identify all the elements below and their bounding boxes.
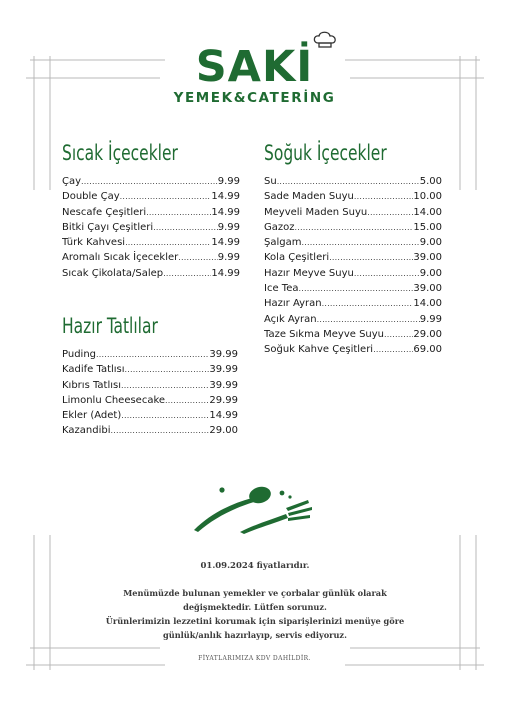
dot-leader — [322, 296, 414, 311]
menu-item — [264, 189, 442, 204]
menu-item — [62, 235, 240, 250]
dot-leader — [178, 250, 217, 265]
menu-item-price: 10.00 — [413, 191, 442, 203]
dot-leader — [298, 281, 413, 296]
vat-footer: FİYATLARIMIZA KDV DAHİLDİR. — [198, 655, 311, 662]
menu-item-name: Çay — [62, 176, 82, 187]
menu-item-price: 14.00 — [413, 206, 442, 218]
menu-item — [62, 393, 238, 408]
dot-leader — [153, 220, 218, 235]
menu-item-price: 14.99 — [211, 237, 240, 249]
menu-item-name: Hazır Meyve Suyu — [264, 267, 354, 279]
menu-item — [62, 174, 240, 189]
menu-item-name: Taze Sıkma Meyve Suyu — [264, 328, 385, 340]
menu-item-name: Ekler (Adet) — [62, 410, 122, 422]
menu-item-name: Bitki Çayı Çeşitleri — [62, 221, 154, 233]
menu-item — [62, 205, 240, 220]
dot-leader — [163, 266, 211, 281]
dot-leader — [354, 189, 413, 204]
menu-item — [62, 423, 238, 438]
info-line: değişmektedir. Lütfen sorunuz. — [183, 602, 327, 612]
dot-leader — [367, 205, 413, 220]
menu-item-name: Türk Kahvesi — [62, 237, 126, 249]
menu-item-name: Soğuk Kahve Çeşitleri — [264, 344, 374, 356]
menu-item-price: 9.99 — [217, 252, 240, 264]
menu-item-name: Kadife Tatlısı — [62, 364, 125, 376]
menu-item — [62, 266, 240, 281]
dot-leader — [165, 393, 209, 408]
menu-item — [264, 327, 442, 342]
brand-header — [0, 44, 509, 106]
dot-leader — [329, 250, 413, 265]
menu-item — [62, 250, 240, 265]
dot-leader — [317, 312, 420, 327]
menu-item — [264, 250, 442, 265]
dot-leader — [373, 342, 413, 357]
menu-item-name: Kazandibi — [62, 425, 111, 437]
menu-item-price: 5.00 — [419, 176, 442, 187]
menu-item — [62, 220, 240, 235]
menu-item — [62, 362, 238, 377]
menu-item-name: Açık Ayran — [264, 313, 317, 325]
dot-leader — [301, 235, 419, 250]
menu-item — [264, 220, 442, 235]
menu-item — [264, 296, 442, 311]
menu-item-price: 9.00 — [419, 237, 442, 249]
dot-leader — [121, 378, 209, 393]
menu-item-name: Aromalı Sıcak İçecekler — [62, 252, 179, 264]
menu-item-price: 39.99 — [209, 364, 238, 376]
menu-item-price: 9.99 — [217, 221, 240, 233]
menu-item — [62, 189, 240, 204]
menu-item-price: 9.99 — [217, 176, 240, 187]
desserts-title: Hazır Tatlılar — [62, 314, 158, 338]
menu-item-price: 39.00 — [413, 252, 442, 264]
spoon-fork-icon — [190, 484, 320, 534]
menu-item-price: 14.00 — [413, 298, 442, 310]
menu-item-price: 14.99 — [209, 410, 238, 422]
menu-item — [264, 235, 442, 250]
menu-item-price: 39.99 — [209, 349, 238, 360]
dot-leader — [120, 189, 212, 204]
menu-item — [264, 174, 442, 189]
menu-item-name: Meyveli Maden Suyu — [264, 206, 368, 218]
info-note — [60, 586, 450, 642]
info-line: Ürünlerimizin lezzetini korumak için siparişlerinizi menüye göre — [105, 616, 405, 626]
menu-item — [264, 342, 442, 357]
menu-item — [62, 408, 238, 423]
menu-item-name: Şalgam — [264, 237, 302, 249]
dot-leader — [295, 220, 414, 235]
menu-item-price: 14.99 — [211, 267, 240, 279]
menu-item-price: 39.00 — [413, 283, 442, 295]
menu-item-name: Su — [264, 176, 277, 187]
menu-item-price: 39.99 — [209, 379, 238, 391]
menu-item-price: 69.00 — [413, 344, 442, 356]
menu-item — [264, 312, 442, 327]
menu-item-name: Hazır Ayran — [264, 298, 322, 310]
hot-drinks-list — [62, 174, 240, 281]
menu-item-name: Puding — [62, 349, 97, 360]
menu-item-name: Sıcak Çikolata/Salep — [62, 267, 164, 279]
menu-item-price: 29.00 — [209, 425, 238, 437]
menu-item-name: Ice Tea — [264, 283, 299, 295]
menu-item-name: Limonlu Cheesecake — [62, 394, 166, 406]
menu-item-price: 14.99 — [211, 206, 240, 218]
dot-leader — [125, 235, 211, 250]
menu-item — [264, 205, 442, 220]
menu-item-name: Double Çay — [62, 191, 120, 203]
info-line: günlük/anlık hazırlayıp, servis ediyoruz. — [163, 630, 347, 640]
menu-item-price: 9.99 — [419, 313, 442, 325]
dot-leader — [110, 423, 209, 438]
dot-leader — [146, 205, 211, 220]
menu-item-name: Gazoz — [264, 221, 295, 233]
menu-item-price: 15.00 — [413, 221, 442, 233]
brand-subtitle: YEMEK&CATERİNG — [173, 90, 336, 106]
menu-item-name: Nescafe Çeşitleri — [62, 206, 147, 218]
brand-name: SAKİ — [195, 42, 314, 92]
menu-item — [62, 378, 238, 393]
menu-item — [264, 281, 442, 296]
menu-item-name: Kıbrıs Tatlısı — [62, 379, 122, 391]
price-date-note: 01.09.2024 fiyatlarıdır. — [200, 561, 310, 571]
cold-drinks-title: Soğuk İçecekler — [264, 141, 387, 165]
dot-leader — [96, 347, 209, 362]
dot-leader — [277, 174, 420, 189]
desserts-list — [62, 347, 238, 439]
menu-item-name: Sade Maden Suyu — [264, 191, 354, 203]
dot-leader — [354, 266, 420, 281]
dot-leader — [384, 327, 413, 342]
cold-drinks-list — [264, 174, 442, 358]
menu-item — [264, 266, 442, 281]
dot-leader — [121, 408, 209, 423]
menu-item — [62, 347, 238, 362]
dot-leader — [125, 362, 210, 377]
dot-leader — [81, 174, 218, 189]
info-line: Menümüzde bulunan yemekler ve çorbalar günlük olarak — [123, 588, 387, 598]
hot-drinks-title: Sıcak İçecekler — [62, 141, 178, 165]
menu-item-price: 9.00 — [419, 267, 442, 279]
menu-item-price: 29.99 — [209, 394, 238, 406]
menu-item-name: Kola Çeşitleri — [264, 252, 330, 264]
menu-item-price: 29.00 — [413, 328, 442, 340]
menu-item-price: 14.99 — [211, 191, 240, 203]
